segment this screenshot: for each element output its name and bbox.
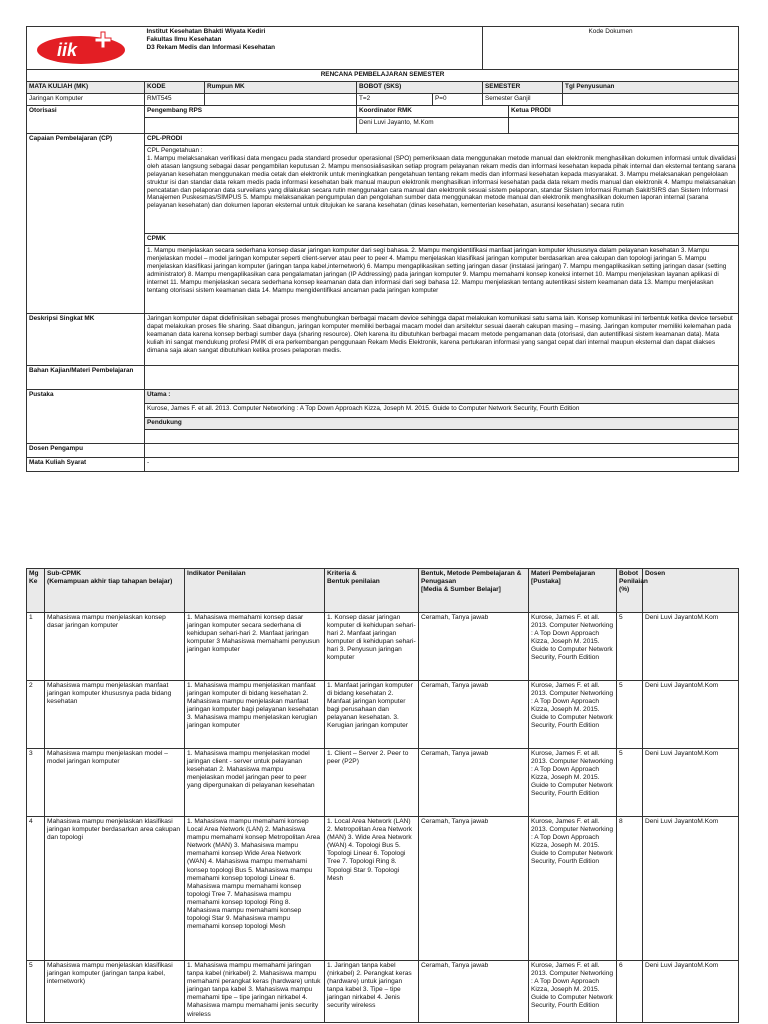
otorisasi-label: Otorisasi [27,106,145,134]
cpmk-text: 1. Mampu menjelaskan secara sederhana konsep dasar jaringan komputer dari segi bahasa. 2. Mampu mengidentifikasi manfaat jaringan komputer khususnya dalam pelayanan kesehatan 3. Mampu menjelaskan model – model jaringan komputer seperti client-server atau peer to peer 4. Mampu menjelaskan klasifikasi jaringan komputer berdasarkan area cakupan dan topologi jaringan 5. Mampu menjelaskan klasifikasi jaringan komputer (jaringan tanpa kabel,internetwork) 6. Mampu mengaplikasikan setting jaringan dasar (instalasi jaringan) 7. Mampu mengaplikasikan setting jaringan dasar (setting administrator) 8. Mampu mengaplikasikan cara pengalamatan jaringan (IP Addressing) pada jaringan komputer 9. Mampu memahami konsep koneksi internet 10. Mampu menjelaskan layanan aplikasi di internet 11. Mampu menjelaskan secara sederhana konsep keamanan data dan informasi dari segi bahasa 12. Mampu menjelaskan tentang autentikasi sistem keamanan data 13. Mampu menjelaskan tentang otorisasi sistem keamanan data 14. Mampu mengidentifikasi ancaman pada jaringan komputer [145,246,739,314]
row-kriteria: 1. Client – Server 2. Peer to peer (P2P) [325,749,419,817]
row-dosen: Deni Luvi JayantoM.Kom [643,613,739,681]
col-mata-kuliah: MATA KULIAH (MK) [27,82,145,94]
row-kriteria: 1. Local Area Network (LAN) 2. Metropolitan Area Network (MAN) 3. Wide Area Network (WAN) 4. Topologi Bus 5. Topologi Linear 6. Topologi Tree 7. Topologi Ring 8. Topologi Star 9. Topologi Mesh [325,817,419,961]
kode-dokumen-label: Kode Dokumen [588,28,633,35]
mata-kuliah-value: Jaringan Komputer [27,94,145,106]
header-dosen: Dosen [643,569,739,613]
tgl-value [563,94,739,106]
bobot-p-value: P=0 [433,94,483,106]
col-tgl-penyusunan: Tgl Penyusunan [563,82,739,94]
row-sub-cpmk: Mahasiswa mampu menjelaskan model – model jaringan komputer [45,749,185,817]
row-sub-cpmk: Mahasiswa mampu menjelaskan manfaat jaringan komputer khususnya pada bidang kesehatan [45,681,185,749]
institution-line-2: Fakultas Ilmu Kesehatan [146,35,222,43]
col-rumpun-mk: Rumpun MK [205,82,357,94]
rps-table [26,26,739,472]
row-dosen: Deni Luvi JayantoM.Kom [643,681,739,749]
row-indikator: 1. Mahasiswa mampu menjelaskan model jaringan client - server untuk pelayanan kesehatan 2. Mahasiswa mampu menjelaskan model jaringan peer to peer yang dipergunakan di pelayanan kesehatan [185,749,325,817]
bahan-kajian-label: Bahan Kajian/Materi Pembelajaran [27,366,145,390]
header-indikator: Indikator Penilaian [185,569,325,613]
table-row [27,817,739,961]
dosen-pengampu-label: Dosen Pengampu [27,444,145,458]
rps-title: RENCANA PEMBELAJARAN SEMESTER [27,70,739,82]
row-kriteria: 1. Konsep dasar jaringan komputer di kehidupan sehari-hari 2. Manfaat jaringan komputer di kehidupan sehari-hari 3. Penyusun jaringan komputer [325,613,419,681]
logo-icon [35,30,131,66]
table-row [27,613,739,681]
row-sub-cpmk: Mahasiswa mampu menjelaskan klasifikasi jaringan komputer (jaringan tanpa kabel, internetwork) [45,961,185,1023]
row-bobot: 5 [617,681,643,749]
cpl-prodi-label: CPL-PRODI [145,134,739,146]
pengembang-rps-value [145,118,357,134]
row-sub-cpmk: Mahasiswa mampu menjelaskan klasifikasi jaringan komputer berdasarkan area cakupan dan topologi [45,817,185,961]
cpl-text: CPL Pengetahuan : 1. Mampu melaksanakan verifikasi data mengacu pada standard prosedur operasional (SPO) pemeriksaan data menggunakan metode manual dan elektronik menghasilkan dokumen informasi untuk divalidasi oleh atasan langsung sebagai dasar pengambilan keputusan 2. Mampu mensosialisasikan setiap program pelayanan rekam medis dan informasi kesehatan kepada pihak internal dan eksternal tentang sarana pelayanan kesehatan menggunakan media cetak dan elektronik untuk meningkatkan pengetahuan tentang rekam medis dan informasi kesehatan kepada masyarakat. 3. Mampu melaksanakan pengelolaan struktur isi dan standar data rekam medis pada informasi kesehatan baik manual maupun elektronik menghasilkan informasi kesehatan pada data rekam medis manual dan elektronik 4. Mampu melaksanakan pencatatan dan pelaporan data surveilans yang dilakukan secara rutin menggunakan cara manual dan elektronik sesuai sistem pelaporan, standar Sistem Informasi Rumah Sakit/SIRS dan Sistem Informasi Manajemen Puskesmas/SIMPUS 5. Mampu melaksanakan pengumpulan dan pengolahan sumber data menggunakan metode manual dan elektronik menghasilkan dokumen laporan internal (sarana pelayanan kesehatan) dan dokumen laporan eksternal untuk ditujukan ke sarana kesehatan (dinas kesehatan, kementerian kesehatan, asuransi kesehatan) secara rutin [145,146,739,234]
header-materi: Materi Pembelajaran [Pustaka] [529,569,617,613]
pengembang-rps-label: Pengembang RPS [145,106,357,118]
logo-cell [27,27,145,70]
dosen-pengampu-value [145,444,739,458]
pustaka-utama-value: Kurose, James F. et all. 2013. Computer Networking : A Top Down Approach Kizza, Joseph M. 2015. Guide to Computer Network Security, Fourth Edition [145,404,739,418]
kode-value: RMT545 [145,94,205,106]
institution-line-1: Institut Kesehatan Bhakti Wiyata Kediri [146,28,266,35]
row-bentuk: Ceramah, Tanya jawab [419,961,529,1023]
deskripsi-label: Deskripsi Singkat MK [27,314,145,366]
kode-dokumen-cell [483,27,739,70]
row-mg: 4 [27,817,45,961]
deskripsi-text: Jaringan komputer dapat didefinisikan sebagai proses menghubungkan berbagai macam device sehingga dapat melakukan komunikasi satu sama lain. Konsep komunikasi ini terbentuk ketika device tersebut dapat melakukan proses file sharing. Saat dibangun, jaringan komputer memiliki berbagai macam model dan arsitektur sesuai daerah cakupan masing – masing. Jaringan komputer memiliki kelemahan pada keamanan data karena konsep berbagi sumber daya (sharing resource). Oleh karena itu dibutuhkan berbagai macam metode pengamanan data (otorisasi, dan autentifikasi sistem keamanan data). Mata kuliah ini sangat mendukung profesi PMIK di era perkembangan penggunaan Rekam Medis Elektronik, karena pertukaran informasi yang sangat cepat dari internal maupun eksternal dan dapat diakses dimana saja akan sangat dibutuhkan ketika proses pelaporan medis. [145,314,739,366]
koordinator-rmk-value: Deni Luvi Jayanto, M.Kom [357,118,509,134]
ketua-prodi-value [509,118,739,134]
row-indikator: 1. Mahasiswa memahami konsep dasar jaringan komputer secara sederhana di kehidupan sehari-hari 2. Manfaat jaringan komputer 3 Mahasiswa memahami penyusun jaringan komputer [185,613,325,681]
pustaka-pendukung-value [145,430,739,444]
row-materi: Kurose, James F. et all. 2013. Computer Networking : A Top Down Approach Kizza, Joseph M. 2015. Guide to Computer Network Security, Fourth Edition [529,749,617,817]
row-mg: 2 [27,681,45,749]
table-row [27,961,739,1023]
row-mg: 3 [27,749,45,817]
koordinator-rmk-label: Koordinator RMK [357,106,509,118]
row-kriteria: 1. Manfaat jaringan komputer di bidang kesehatan 2. Manfaat jaringan komputer bagi perusahaan dan pelayanan kesehatan. 3. Kerugian jaringan komputer [325,681,419,749]
col-semester: SEMESTER [483,82,563,94]
ketua-prodi-label: Ketua PRODI [509,106,739,118]
row-materi: Kurose, James F. et all. 2013. Computer Networking : A Top Down Approach Kizza, Joseph M. 2015. Guide to Computer Network Security, Fourth Edition [529,613,617,681]
header-bentuk: Bentuk, Metode Pembelajaran & Penugasan [Media & Sumber Belajar] [419,569,529,613]
institution-line-3: D3 Rekam Medis dan Informasi Kesehatan [146,43,276,51]
rumpun-value [205,94,357,106]
header-sub-cpmk: Sub-CPMK (Kemampuan akhir tiap tahapan belajar) [45,569,185,613]
pustaka-utama-label: Utama : [145,390,739,404]
row-indikator: 1. Mahasiswa mampu menjelaskan manfaat jaringan komputer di bidang kesehatan 2. Mahasiswa mampu menjelaskan manfaat jaringan komputer bagi pelayanan kesehatan 3. Mahasiswa mampu menjelaskan kerugian jaringan komputer [185,681,325,749]
row-dosen: Deni Luvi JayantoM.Kom [643,961,739,1023]
col-bobot-sks: BOBOT (SKS) [357,82,483,94]
svg-text:iik: iik [57,40,78,60]
row-bobot: 8 [617,817,643,961]
row-materi: Kurose, James F. et all. 2013. Computer Networking : A Top Down Approach Kizza, Joseph M. 2015. Guide to Computer Network Security, Fourth Edition [529,681,617,749]
header-bobot: Bobot Penilaian (%) [617,569,643,613]
row-mg: 1 [27,613,45,681]
row-bentuk: Ceramah, Tanya jawab [419,613,529,681]
table-row [27,749,739,817]
institution-names [145,27,483,70]
row-indikator: 1. Mahasiswa mampu memahami konsep Local Area Network (LAN) 2. Mahasiswa mampu memahami konsep Metropolitan Area Network (MAN) 3. Mahasiswa mampu memahami konsep Wide Area Network (WAN) 4. Mahasiswa mampu memahami konsep topologi Bus 5. Mahasiswa mampu memahami konsep topologi Linear 6. Mahasiswa mampu memahami konsep topologi Tree 7. Mahasiswa mampu memahami konsep topologi Ring 8. Mahasiswa mampu memahami konsep topologi Star 9. Mahasiswa mampu memahami konsep topologi Mesh [185,817,325,961]
pustaka-label: Pustaka [27,390,145,444]
mk-syarat-value: - [145,458,739,472]
row-indikator: 1. Mahasiswa mampu memahami jaringan tanpa kabel (nirkabel) 2. Mahasiswa mampu memahami perangkat keras (hardware) untuk jaringan tanpa kabel 3. Mahasiswa mampu memahami tipe – tipe jaringan nirkabel 4. Mahasiswa mampu memahami jenis security wireless [185,961,325,1023]
row-bentuk: Ceramah, Tanya jawab [419,817,529,961]
weekly-plan-table [26,568,739,1023]
semester-value: Semester Ganjil [483,94,563,106]
institution-logo [29,28,135,68]
row-mg: 5 [27,961,45,1023]
capaian-label: Capaian Pembelajaran (CP) [27,134,145,314]
bobot-t-value: T=2 [357,94,433,106]
row-bentuk: Ceramah, Tanya jawab [419,681,529,749]
bahan-kajian-value [145,366,739,390]
row-bobot: 5 [617,613,643,681]
pustaka-pendukung-label: Pendukung [145,418,739,430]
col-kode: KODE [145,82,205,94]
row-bentuk: Ceramah, Tanya jawab [419,749,529,817]
row-kriteria: 1. Jaringan tanpa kabel (nirkabel) 2. Perangkat keras (hardware) untuk jaringan tanpa kabel 3. Tipe – tipe jaringan nirkabel 4. Jenis security wireless [325,961,419,1023]
header-kriteria: Kriteria & Bentuk penilaian [325,569,419,613]
header-mg-ke: Mg Ke [27,569,45,613]
row-sub-cpmk: Mahasiswa mampu menjelaskan konsep dasar jaringan komputer [45,613,185,681]
row-materi: Kurose, James F. et all. 2013. Computer Networking : A Top Down Approach Kizza, Joseph M. 2015. Guide to Computer Network Security, Fourth Edition [529,961,617,1023]
cpmk-label: CPMK [145,234,739,246]
mk-syarat-label: Mata Kuliah Syarat [27,458,145,472]
table-row [27,681,739,749]
row-materi: Kurose, James F. et all. 2013. Computer Networking : A Top Down Approach Kizza, Joseph M. 2015. Guide to Computer Network Security, Fourth Edition [529,817,617,961]
row-bobot: 5 [617,749,643,817]
row-dosen: Deni Luvi JayantoM.Kom [643,817,739,961]
row-dosen: Deni Luvi JayantoM.Kom [643,749,739,817]
row-bobot: 6 [617,961,643,1023]
